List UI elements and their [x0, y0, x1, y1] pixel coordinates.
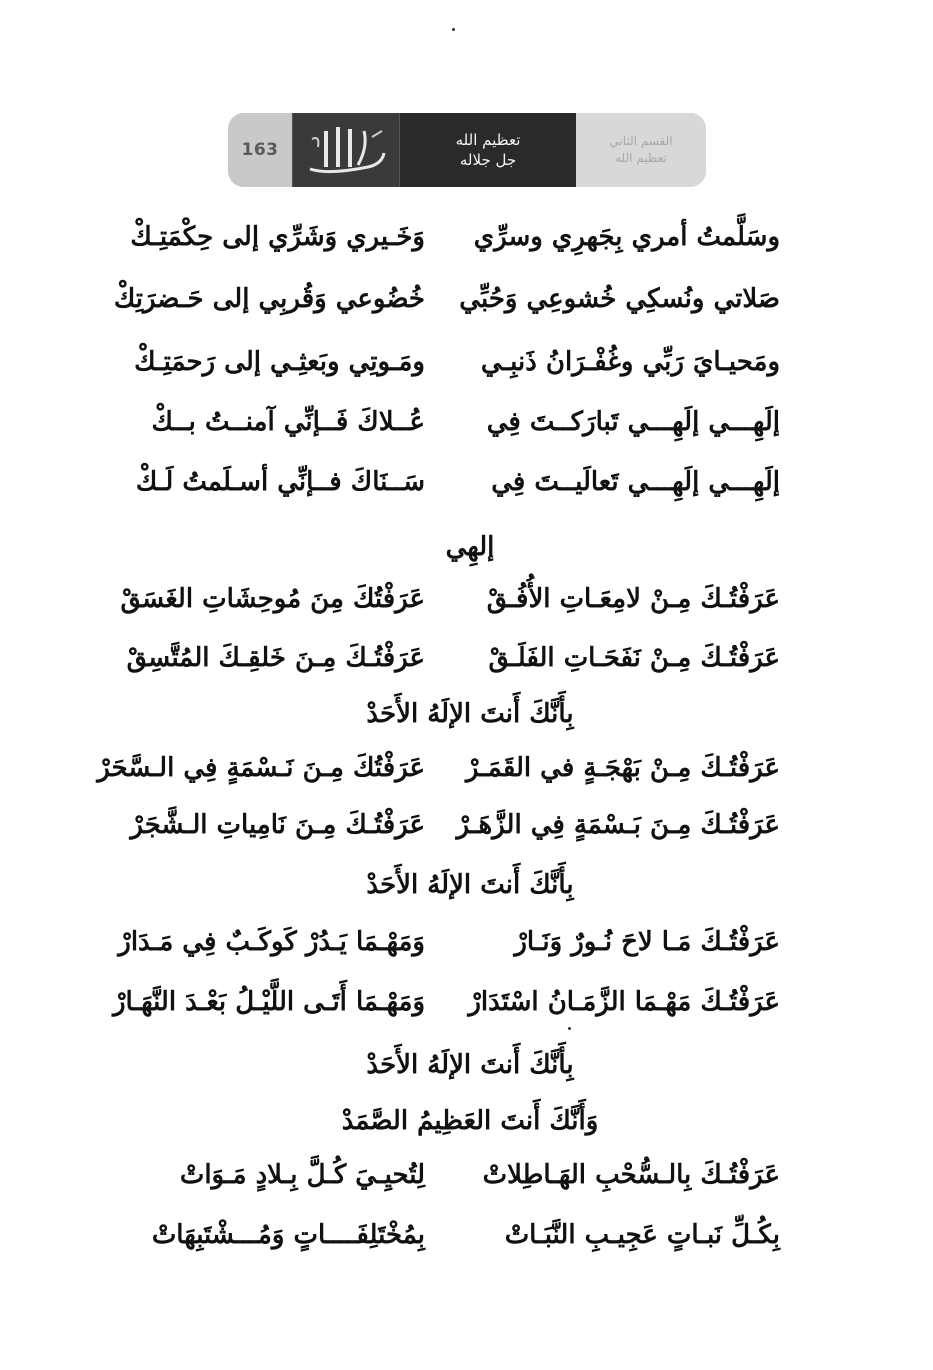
- verse: [112, 977, 800, 1027]
- header-section-label: [576, 113, 706, 187]
- verse-first-half: عَرَفْتُـكَ مَهْـمَا الزَّمَـانُ اسْتَدَارْ: [468, 987, 780, 1017]
- speck: [568, 1027, 571, 1030]
- section-line1: القسم الثاني: [609, 134, 673, 148]
- verse: [130, 212, 800, 262]
- verse-second-half: خُضُوعي وَقُربِي إلى حَـضرَتِكْ: [113, 284, 425, 314]
- verse-first-half: عَرَفْتُـكَ مِـنْ بَهْجَـةٍ في القَمَـرْ: [465, 753, 780, 783]
- page-number-box: [228, 113, 292, 187]
- verse-first-half: عَرَفْتُـكَ مَـا لاحَ نُـورٌ وَنَـارْ: [514, 927, 780, 957]
- section-heading: إلهِي: [445, 532, 495, 562]
- allah-calligraphy-logo: [292, 113, 400, 187]
- verse-second-half: عُــلاكَ فَــإنِّي آمنــتُ بــكْ: [151, 407, 425, 437]
- verse-second-half: وَخَـيري وَشَرِّي إلى حِكْمَتِـكْ: [130, 222, 425, 252]
- verse-first-half: صَلاتي ونُسكِي خُشوعِي وَحُبِّي: [459, 284, 780, 314]
- verse: [140, 397, 800, 447]
- header-title-line1: تعظيم الله: [455, 131, 521, 149]
- verse: [97, 743, 800, 793]
- header-dark-band: [292, 113, 576, 187]
- verse-second-half: ومَـوتِي وبَعثِـي إلى رَحمَتِـكْ: [134, 347, 425, 377]
- verse-first-half: عَرَفْتُـكَ مِـنْ لامِعَـاتِ الأُفُـقْ: [486, 584, 780, 614]
- verse-first-half: بِكُـلِّ نَبـاتٍ عَجِيـبِ النَّبَـاتْ: [504, 1220, 780, 1250]
- verse-first-half: إلَهِـــي إلَهِـــي تَعالَيــتَ فِي: [491, 467, 780, 497]
- verse-second-half: عَرَفْتُكَ مِنَ مُوحِشَاتِ الغَسَقْ: [120, 584, 425, 614]
- verse-first-half: وسَلَّمتُ أمري بِجَهرِي وسرِّي: [473, 222, 780, 252]
- verse: [118, 917, 800, 967]
- verse-second-half: عَرَفْتُـكَ مِـنَ خَلقِـكَ المُتَّسِقْ: [126, 643, 425, 673]
- verse-second-half: بِمُخْتَلِفَــــاتٍ وَمُـــشْتَبِهَاتْ: [151, 1220, 425, 1250]
- verse: [140, 1150, 800, 1200]
- verse: [130, 800, 800, 850]
- verse-second-half: لِتُحيِـيَ كُـلَّ بِـلادٍ مَـوَاتْ: [179, 1160, 425, 1190]
- verse: [126, 633, 800, 683]
- verse: [140, 1210, 800, 1260]
- verse-second-half: سَــنَاكَ فــإنِّي أسـلَمتُ لَـكْ: [135, 467, 425, 497]
- verse-first-half: ومَحيـايَ رَبِّي وغُفْـرَانُ ذَنبِـي: [480, 347, 780, 377]
- verse: [113, 274, 800, 324]
- verse-second-half: عَرَفْتُكَ مِـنَ نَـسْمَةٍ فِي الـسَّحَرْ: [97, 753, 425, 783]
- verse-second-half: عَرَفْتُـكَ مِـنَ نَامِياتِ الـشَّجَرْ: [130, 810, 425, 840]
- header-title: [400, 131, 576, 169]
- refrain: بِأَنَّكَ أَنتَ الإلَهُ الأَحَدْ: [366, 699, 574, 729]
- verse: [120, 574, 800, 624]
- verse-second-half: وَمَهْـمَا يَـدُرْ كَوكَـبٌ فِي مَـدَارْ: [118, 927, 425, 957]
- calligraphy-icon: [298, 117, 394, 183]
- refrain: بِأَنَّكَ أَنتَ الإلَهُ الأَحَدْ: [366, 1050, 574, 1080]
- verse: [134, 337, 800, 387]
- refrain-2: وَأَنَّكَ أَنتَ العَظِيمُ الصَّمَدْ: [341, 1106, 599, 1136]
- verse: [135, 457, 800, 507]
- verse-first-half: عَرَفْتُـكَ مِـنَ بَـسْمَةٍ فِي الزَّهَـرْ: [456, 810, 780, 840]
- refrain: بِأَنَّكَ أَنتَ الإلَهُ الأَحَدْ: [366, 870, 574, 900]
- verse-first-half: عَرَفْتُـكَ بِالـسُّحْبِ الهَـاطِلاتْ: [482, 1160, 780, 1190]
- page-header-banner: [228, 113, 706, 187]
- section-line2: تعظيم الله: [615, 151, 667, 165]
- page-number: 163: [241, 140, 279, 160]
- speck: [452, 28, 455, 31]
- verse-first-half: عَرَفْتُـكَ مِـنْ نَفَحَـاتِ الفَلَـقْ: [488, 643, 780, 673]
- verse-second-half: وَمَهْـمَا أَتَـى اللَّيْـلُ بَعْـدَ النَّهَـارْ: [112, 987, 425, 1017]
- verse-first-half: إلَهِـــي إلَهِـــي تَبارَكــتَ فِي: [486, 407, 780, 437]
- header-title-line2: جل جلاله: [459, 151, 517, 169]
